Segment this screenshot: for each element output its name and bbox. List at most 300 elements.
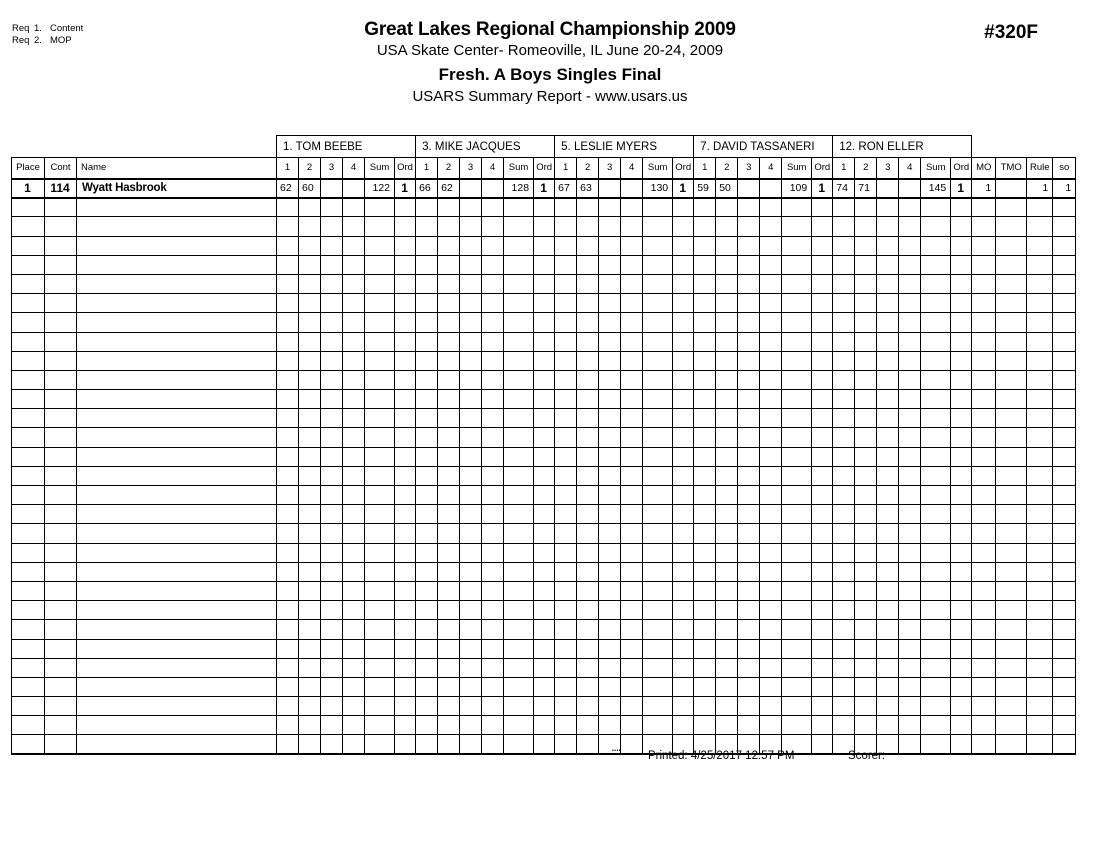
cell-empty [855, 620, 877, 639]
cell-empty [673, 562, 694, 581]
cell-empty [716, 255, 738, 274]
cell-empty [855, 677, 877, 696]
cell-empty [534, 486, 555, 505]
table-row-empty[interactable] [12, 351, 1076, 370]
cell-empty [365, 274, 395, 293]
cell-empty [343, 601, 365, 620]
cell-empty [599, 620, 621, 639]
cell-empty [395, 236, 416, 255]
cell-empty [716, 581, 738, 600]
cell-empty [643, 313, 673, 332]
col-header-j1-1: 1 [277, 158, 299, 179]
cell-empty [365, 639, 395, 658]
table-row-empty[interactable] [12, 620, 1076, 639]
cell-empty [395, 486, 416, 505]
cell-empty [877, 428, 899, 447]
cell-empty [1027, 332, 1053, 351]
cell-empty [45, 601, 77, 620]
cell-empty [438, 428, 460, 447]
cell-empty [996, 601, 1027, 620]
cell-empty [972, 620, 996, 639]
cell-empty [921, 466, 951, 485]
cell-empty [504, 486, 534, 505]
cell-empty [277, 217, 299, 236]
report-subtitle: USARS Summary Report - www.usars.us [412, 88, 688, 105]
table-row-empty[interactable] [12, 274, 1076, 293]
table-row-empty[interactable] [12, 486, 1076, 505]
cell-empty [365, 505, 395, 524]
cell-empty [643, 697, 673, 716]
col-header-name: Name [77, 158, 277, 179]
table-row-empty[interactable] [12, 313, 1076, 332]
cell-empty [365, 697, 395, 716]
cell-empty [577, 581, 599, 600]
cell-empty [365, 217, 395, 236]
col-header-j4-1: 1 [694, 158, 716, 179]
cell-empty [972, 370, 996, 389]
cell-empty [738, 524, 760, 543]
cell-empty [555, 428, 577, 447]
cell-empty [12, 428, 45, 447]
cell-empty [438, 716, 460, 735]
cell-empty [738, 351, 760, 370]
cell-empty [673, 524, 694, 543]
cell-empty [555, 313, 577, 332]
cell-empty [277, 236, 299, 255]
cell-empty [951, 217, 972, 236]
cell-empty [277, 524, 299, 543]
col-header-j4-2: 2 [716, 158, 738, 179]
col-header-mo: MO [972, 158, 996, 179]
table-row-empty[interactable] [12, 658, 1076, 677]
cell-empty [760, 332, 782, 351]
competition-title: Great Lakes Regional Championship 2009 [364, 19, 736, 40]
cell-empty [599, 313, 621, 332]
cell-empty [694, 658, 716, 677]
cell-empty [77, 466, 277, 485]
cell-empty [738, 370, 760, 389]
cell-empty [812, 198, 833, 217]
cell-empty [833, 505, 855, 524]
cell-empty [45, 677, 77, 696]
table-row-empty[interactable] [12, 447, 1076, 466]
cell-empty [855, 601, 877, 620]
cell-empty [996, 332, 1027, 351]
cell-empty [504, 409, 534, 428]
cell-empty [716, 601, 738, 620]
cell-empty [395, 697, 416, 716]
cell-empty [643, 409, 673, 428]
cell-empty [482, 620, 504, 639]
cell-empty [760, 486, 782, 505]
table-row-empty[interactable] [12, 236, 1076, 255]
cell-empty [45, 370, 77, 389]
cell-empty [812, 255, 833, 274]
cell-empty [812, 351, 833, 370]
col-header-j5-4: 4 [899, 158, 921, 179]
cell-empty [1027, 255, 1053, 274]
cell-empty [738, 274, 760, 293]
cell-empty [694, 601, 716, 620]
table-row-empty[interactable] [12, 639, 1076, 658]
cell-empty [951, 409, 972, 428]
cell-empty [1027, 716, 1053, 735]
cell-empty [460, 255, 482, 274]
cell-empty [716, 524, 738, 543]
cell-empty [833, 524, 855, 543]
cell-empty [577, 313, 599, 332]
cell-empty [12, 486, 45, 505]
cell-empty [460, 486, 482, 505]
cell-empty [1053, 524, 1076, 543]
cell-empty [299, 562, 321, 581]
cell-empty [277, 409, 299, 428]
cell-empty [643, 562, 673, 581]
cell-empty [833, 274, 855, 293]
cell-empty [996, 486, 1027, 505]
table-row-empty[interactable] [12, 562, 1076, 581]
cell-empty [972, 198, 996, 217]
cell-empty [555, 447, 577, 466]
table-row-empty[interactable] [12, 466, 1076, 485]
cell-empty [716, 658, 738, 677]
cell-empty [599, 581, 621, 600]
cell-empty [395, 198, 416, 217]
cell-empty [972, 505, 996, 524]
table-row-empty[interactable] [12, 198, 1076, 217]
cell-empty [716, 697, 738, 716]
col-header-so: so [1053, 158, 1076, 179]
cell-empty [951, 313, 972, 332]
col-header-j2-sum: Sum [504, 158, 534, 179]
cell-empty [299, 217, 321, 236]
cell-empty [855, 543, 877, 562]
cell-empty [343, 581, 365, 600]
cell-empty [1027, 466, 1053, 485]
cell-empty [460, 581, 482, 600]
cell-empty [996, 428, 1027, 447]
cell-empty [877, 639, 899, 658]
cell-j1-m2: 60 [299, 179, 321, 198]
cell-empty [996, 524, 1027, 543]
table-row-empty[interactable] [12, 332, 1076, 351]
cell-empty [577, 390, 599, 409]
cell-empty [673, 677, 694, 696]
table-row-empty[interactable] [12, 697, 1076, 716]
cell-empty [343, 639, 365, 658]
cell-empty [482, 313, 504, 332]
cell-empty [460, 294, 482, 313]
cell-empty [321, 562, 343, 581]
cell-empty [77, 716, 277, 735]
cell-empty [482, 409, 504, 428]
cell-empty [673, 505, 694, 524]
table-row-empty[interactable] [12, 370, 1076, 389]
table-row-empty[interactable] [12, 294, 1076, 313]
cell-empty [45, 620, 77, 639]
cell-empty [577, 620, 599, 639]
table-row-empty[interactable] [12, 581, 1076, 600]
cell-empty [738, 658, 760, 677]
cell-empty [416, 255, 438, 274]
cell-empty [694, 716, 716, 735]
cell-empty [1053, 677, 1076, 696]
cell-empty [694, 677, 716, 696]
cell-empty [877, 524, 899, 543]
cell-empty [833, 409, 855, 428]
cell-empty [760, 620, 782, 639]
cell-empty [877, 562, 899, 581]
cell-empty [277, 620, 299, 639]
cell-empty [77, 639, 277, 658]
cell-empty [460, 562, 482, 581]
cell-empty [299, 466, 321, 485]
cell-empty [621, 466, 643, 485]
cell-empty [694, 294, 716, 313]
cell-empty [833, 217, 855, 236]
cell-empty [555, 697, 577, 716]
cell-empty [277, 581, 299, 600]
cell-empty [643, 447, 673, 466]
cell-empty [277, 447, 299, 466]
cell-empty [972, 447, 996, 466]
cell-empty [760, 581, 782, 600]
cell-empty [438, 524, 460, 543]
cell-empty [599, 697, 621, 716]
cell-empty [77, 562, 277, 581]
cell-empty [921, 562, 951, 581]
cell-empty [812, 428, 833, 447]
cell-empty [877, 466, 899, 485]
cell-empty [277, 274, 299, 293]
cell-empty [716, 294, 738, 313]
venue-line: USA Skate Center- Romeoville, IL June 20-24, 2009 [376, 42, 724, 59]
cell-empty [45, 466, 77, 485]
cell-empty [673, 697, 694, 716]
cell-empty [855, 217, 877, 236]
cell-empty [365, 390, 395, 409]
table-row-empty[interactable] [12, 735, 1076, 754]
cell-empty [277, 658, 299, 677]
cell-empty [299, 255, 321, 274]
cell-empty [395, 562, 416, 581]
cell-empty [951, 255, 972, 274]
cell-empty [438, 390, 460, 409]
cell-empty [482, 198, 504, 217]
table-row-empty[interactable] [12, 217, 1076, 236]
cell-empty [438, 332, 460, 351]
cell-empty [673, 332, 694, 351]
cell-empty [299, 390, 321, 409]
requirement-label: Req [12, 23, 30, 34]
cell-empty [534, 716, 555, 735]
cell-empty [77, 255, 277, 274]
table-row-empty[interactable] [12, 409, 1076, 428]
cell-empty [996, 658, 1027, 677]
cell-empty [738, 390, 760, 409]
cell-empty [555, 543, 577, 562]
cell-empty [1053, 505, 1076, 524]
cell-empty [899, 217, 921, 236]
table-row-empty[interactable] [12, 543, 1076, 562]
cell-empty [321, 524, 343, 543]
cell-empty [45, 409, 77, 428]
cell-empty [877, 697, 899, 716]
cell-empty [534, 543, 555, 562]
cell-empty [599, 677, 621, 696]
cell-empty [299, 486, 321, 505]
cell-empty [782, 543, 812, 562]
cell-empty [321, 716, 343, 735]
cell-empty [716, 639, 738, 658]
cell-empty [833, 601, 855, 620]
cell-empty [1027, 620, 1053, 639]
cell-empty [1027, 428, 1053, 447]
cell-empty [534, 409, 555, 428]
cell-empty [599, 486, 621, 505]
cell-empty [299, 716, 321, 735]
table-row-empty[interactable] [12, 601, 1076, 620]
cell-empty [760, 370, 782, 389]
table-row-empty[interactable] [12, 255, 1076, 274]
cell-empty [599, 505, 621, 524]
cell-empty [416, 505, 438, 524]
cell-empty [555, 198, 577, 217]
cell-empty [643, 601, 673, 620]
cell-empty [438, 677, 460, 696]
cell-empty [621, 505, 643, 524]
cell-empty [1053, 658, 1076, 677]
cell-empty [438, 294, 460, 313]
table-row-empty[interactable] [12, 524, 1076, 543]
cell-empty [416, 332, 438, 351]
col-header-tmo: TMO [996, 158, 1027, 179]
table-row-empty[interactable] [12, 390, 1076, 409]
cell-empty [438, 735, 460, 754]
cell-empty [951, 351, 972, 370]
cell-empty [504, 466, 534, 485]
table-row-empty[interactable] [12, 428, 1076, 447]
requirement-index: 2. [34, 34, 42, 46]
cell-empty [438, 505, 460, 524]
cell-empty [534, 697, 555, 716]
cell-empty [621, 524, 643, 543]
cell-empty [395, 447, 416, 466]
cell-empty [694, 217, 716, 236]
cell-empty [921, 409, 951, 428]
cell-empty [899, 370, 921, 389]
cell-empty [877, 447, 899, 466]
cell-empty [45, 562, 77, 581]
cell-empty [833, 658, 855, 677]
col-header-j5-sum: Sum [921, 158, 951, 179]
cell-empty [921, 658, 951, 677]
cell-empty [555, 735, 577, 754]
cell-empty [12, 505, 45, 524]
cell-empty [504, 447, 534, 466]
cell-empty [534, 236, 555, 255]
cell-empty [504, 217, 534, 236]
cell-empty [694, 255, 716, 274]
cell-empty [438, 466, 460, 485]
cell-empty [782, 255, 812, 274]
cell-empty [77, 581, 277, 600]
table-row[interactable] [12, 179, 1076, 198]
cell-empty [899, 274, 921, 293]
cell-empty [321, 486, 343, 505]
cell-empty [621, 274, 643, 293]
cell-empty [621, 735, 643, 754]
requirement-index: 1. [34, 23, 42, 34]
cell-empty [395, 639, 416, 658]
cell-empty [460, 409, 482, 428]
cell-empty [1053, 332, 1076, 351]
cell-empty [1053, 409, 1076, 428]
cell-empty [395, 677, 416, 696]
cell-empty [534, 390, 555, 409]
cell-empty [899, 486, 921, 505]
cell-empty [321, 313, 343, 332]
cell-empty [365, 198, 395, 217]
cell-empty [45, 486, 77, 505]
cell-empty [716, 543, 738, 562]
cell-empty [899, 390, 921, 409]
cell-empty [694, 236, 716, 255]
cell-empty [782, 294, 812, 313]
cell-empty [321, 658, 343, 677]
cell-empty [343, 486, 365, 505]
cell-empty [972, 274, 996, 293]
cell-empty [951, 447, 972, 466]
cell-empty [921, 639, 951, 658]
cell-empty [1053, 236, 1076, 255]
cell-empty [77, 505, 277, 524]
cell-empty [599, 255, 621, 274]
cell-empty [996, 236, 1027, 255]
cell-empty [951, 390, 972, 409]
cell-empty [321, 390, 343, 409]
cell-empty [277, 505, 299, 524]
cell-empty [577, 639, 599, 658]
cell-empty [12, 620, 45, 639]
cell-empty [694, 274, 716, 293]
cell-empty [855, 486, 877, 505]
cell-empty [1027, 543, 1053, 562]
cell-empty [460, 370, 482, 389]
cell-empty [482, 639, 504, 658]
cell-empty [460, 505, 482, 524]
cell-empty [921, 735, 951, 754]
cell-empty [416, 370, 438, 389]
cell-empty [855, 255, 877, 274]
table-row-empty[interactable] [12, 716, 1076, 735]
cell-empty [277, 351, 299, 370]
cell-empty [1053, 581, 1076, 600]
cell-empty [1053, 294, 1076, 313]
cell-empty [534, 313, 555, 332]
table-row-empty[interactable] [12, 677, 1076, 696]
cell-empty [673, 658, 694, 677]
col-header-j2-ord: Ord [534, 158, 555, 179]
table-row-empty[interactable] [12, 505, 1076, 524]
cell-empty [321, 236, 343, 255]
cell-empty [694, 543, 716, 562]
cell-empty [504, 735, 534, 754]
cell-empty [996, 677, 1027, 696]
cell-empty [812, 639, 833, 658]
cell-empty [899, 466, 921, 485]
judge-header-4: 7. DAVID TASSANERI [694, 136, 833, 158]
